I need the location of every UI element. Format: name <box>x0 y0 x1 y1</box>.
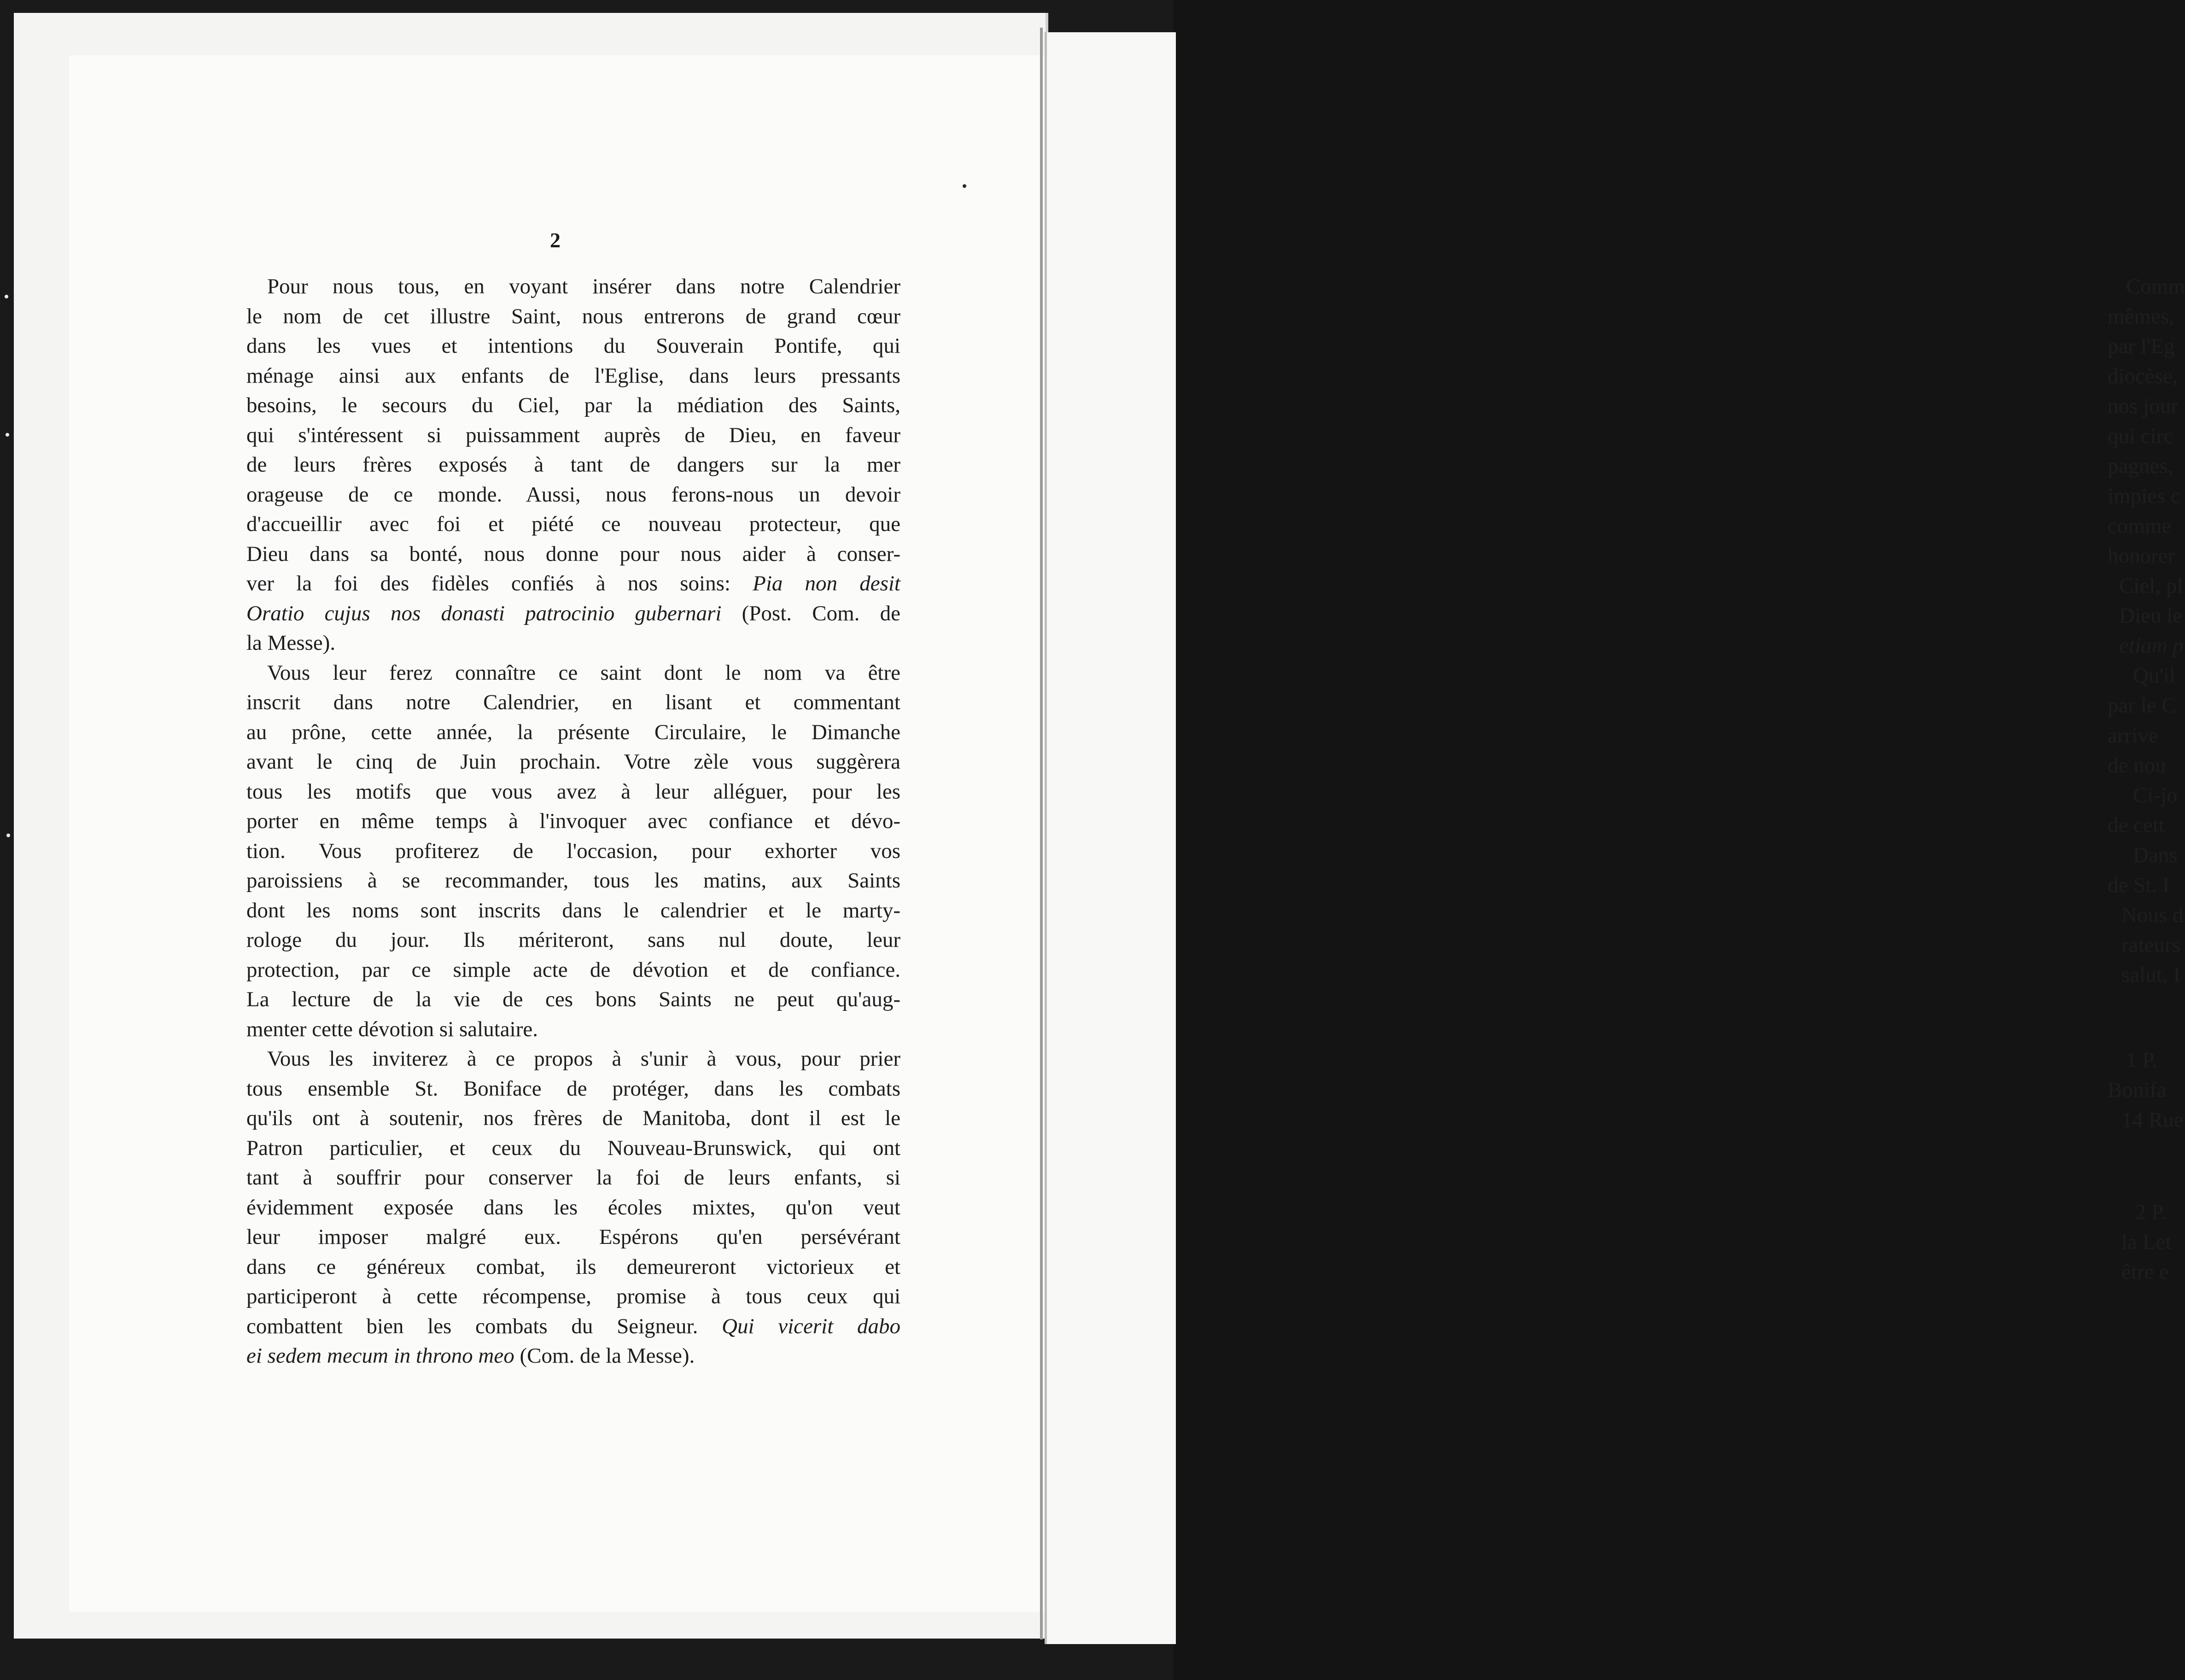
line-text: qu'ils ont à soutenir, nos frères de Manitoba, dont il est le <box>246 1106 900 1130</box>
line-text: La lecture de la vie de ces bons Saints ne peut qu'aug- <box>246 987 900 1011</box>
text-line <box>246 1193 900 1223</box>
line-text: (Post. Com. de <box>721 601 900 625</box>
line-text: protection, par ce simple acte de dévotion et de confiance. <box>246 957 900 982</box>
right-page-fragment: Dieu le <box>2119 604 2183 628</box>
line-text: tous les motifs que vous avez à leur alléguer, pour les <box>246 779 900 804</box>
right-page-fragment: comme <box>2108 514 2172 538</box>
right-page-fragment: de cett <box>2108 813 2165 837</box>
line-text: (Com. de la Messe). <box>514 1344 695 1368</box>
right-page-fragment: diocèse, <box>2108 364 2178 388</box>
line-text: la Messe). <box>246 631 336 655</box>
right-page-fragment: impies c <box>2108 484 2180 508</box>
right-page-fragment: 1 P. <box>2126 1048 2157 1072</box>
right-page-fragment: être e <box>2121 1260 2169 1284</box>
right-page-fragment: par l'Eg <box>2108 334 2175 358</box>
right-page-fragment: arrive <box>2108 723 2158 747</box>
right-page-fragment: de nou <box>2108 753 2166 777</box>
line-text: rologe du jour. Ils mériteront, sans nul doute, leur <box>246 928 900 952</box>
line-text: Vous les inviterez à ce propos à s'unir à vous, pour prier <box>267 1047 900 1071</box>
right-page-fragment: Ciel, pl <box>2119 574 2183 598</box>
text-line <box>246 1044 900 1074</box>
line-text: tion. Vous profiterez de l'occasion, pour exhorter vos <box>246 839 900 863</box>
right-page-fragment: 2 P. <box>2135 1200 2167 1224</box>
text-line <box>246 569 900 599</box>
line-text: Vous leur ferez connaître ce saint dont le nom va être <box>267 660 900 685</box>
line-text: porter en même temps à l'invoquer avec confiance et dévo- <box>246 809 900 833</box>
text-line <box>246 747 900 777</box>
text-line <box>246 777 900 807</box>
right-page-fragment: 14 Rue <box>2121 1108 2184 1132</box>
text-line <box>246 1103 900 1133</box>
right-page-fragment: Qu'il <box>2133 664 2176 688</box>
line-text: au prône, cette année, la présente Circulaire, le Dimanche <box>246 720 900 744</box>
right-page-fragment: Ci-jo <box>2133 783 2178 807</box>
text-line <box>246 658 900 688</box>
text-line <box>246 866 900 896</box>
right-page-fragment: Dans <box>2133 843 2178 867</box>
line-text: ver la foi des fidèles confiés à nos soins: <box>246 572 753 595</box>
text-line <box>246 925 900 955</box>
text-line <box>246 420 900 450</box>
text-line <box>246 806 900 836</box>
text-line <box>246 599 900 629</box>
line-text: leur imposer malgré eux. Espérons qu'en persévérant <box>246 1225 900 1249</box>
text-line <box>246 955 900 985</box>
text-line <box>246 1133 900 1163</box>
text-line <box>246 509 900 539</box>
right-page-fragment: de St. I <box>2108 873 2170 897</box>
right-page-fragment: qui circ <box>2108 424 2173 448</box>
line-text: tous ensemble St. Boniface de protéger, dans les combats <box>246 1076 900 1101</box>
line-text: inscrit dans notre Calendrier, en lisant et commentant <box>246 690 900 714</box>
text-line <box>246 1282 900 1312</box>
text-line <box>246 1015 900 1044</box>
text-line <box>246 1163 900 1193</box>
right-page-fragment: Bonifa <box>2108 1078 2167 1102</box>
text-line <box>246 1074 900 1104</box>
speck <box>963 184 966 188</box>
text-line <box>246 1222 900 1252</box>
text-line <box>246 836 900 866</box>
line-text: menter cette dévotion si salutaire. <box>246 1017 538 1041</box>
line-text: dont les noms sont inscrits dans le calendrier et le marty- <box>246 898 900 922</box>
text-line <box>246 391 900 420</box>
right-page-fragment: rateurs <box>2121 933 2180 957</box>
italic-text: ei sedem mecum in throno meo <box>246 1344 514 1368</box>
text-line <box>246 628 900 658</box>
line-text: dans ce généreux combat, ils demeureront victorieux et <box>246 1254 900 1279</box>
text-line <box>246 480 900 510</box>
speck <box>6 433 9 437</box>
right-page-fragment: pagnes, <box>2108 454 2173 478</box>
page-number: 2 <box>550 228 561 252</box>
body-text <box>246 272 900 1371</box>
speck <box>6 834 10 837</box>
line-text: qui s'intéressent si puissamment auprès de Dieu, en faveur <box>246 423 900 447</box>
text-line <box>246 272 900 302</box>
line-text: ménage ainsi aux enfants de l'Eglise, dans leurs pressants <box>246 363 900 388</box>
text-line <box>246 985 900 1015</box>
line-text: de leurs frères exposés à tant de dangers sur la mer <box>246 453 900 477</box>
right-page-fragment: Nous d <box>2121 903 2184 927</box>
right-page-fragment: etiam p <box>2119 634 2184 658</box>
right-page-fragment: la Let <box>2121 1230 2172 1254</box>
text-line <box>246 1312 900 1342</box>
page-fold <box>1040 28 1043 1639</box>
line-text: paroissiens à se recommander, tous les matins, aux Saints <box>246 869 900 892</box>
line-text: dans les vues et intentions du Souverain Pontife, qui <box>246 334 900 358</box>
right-page <box>1045 32 2185 1644</box>
line-text: combattent bien les combats du Seigneur. <box>246 1314 722 1338</box>
text-line <box>246 718 900 747</box>
line-text: participeront à cette récompense, promise à tous ceux qui <box>246 1284 900 1308</box>
line-text: le nom de cet illustre Saint, nous entrerons de grand cœur <box>246 304 900 328</box>
italic-text: Pia non desit <box>753 572 900 595</box>
line-text: Dieu dans sa bonté, nous donne pour nous aider à conser- <box>246 542 900 566</box>
line-text: évidemment exposée dans les écoles mixtes, qu'on veut <box>246 1195 900 1219</box>
text-line <box>246 331 900 361</box>
right-page-fragment: par le C <box>2108 694 2176 718</box>
right-page-fragment: honorer <box>2108 544 2175 568</box>
text-line <box>246 896 900 926</box>
right-page-fragment: nos jour <box>2108 394 2178 418</box>
text-line <box>246 688 900 718</box>
italic-text: Oratio cujus nos donasti patrocinio gubernari <box>246 601 722 625</box>
text-line <box>246 1341 900 1371</box>
text-line <box>246 302 900 332</box>
text-line <box>246 361 900 391</box>
line-text: avant le cinq de Juin prochain. Votre zèle vous suggèrera <box>246 750 900 774</box>
line-text: Patron particulier, et ceux du Nouveau-Brunswick, qui ont <box>246 1136 900 1160</box>
text-line <box>246 539 900 569</box>
line-text: orageuse de ce monde. Aussi, nous ferons-nous un devoir <box>246 482 900 507</box>
line-text: d'accueillir avec foi et piété ce nouveau protecteur, que <box>246 512 900 536</box>
line-text: tant à souffrir pour conserver la foi de leurs enfants, si <box>246 1166 900 1190</box>
line-text: Pour nous tous, en voyant insérer dans notre Calendrier <box>267 274 900 298</box>
speck <box>5 295 8 298</box>
line-text: besoins, le secours du Ciel, par la médiation des Saints, <box>246 393 900 417</box>
text-line <box>246 1252 900 1282</box>
right-page-fragment: Comm <box>2126 274 2185 298</box>
right-page-fragment: mêmes, <box>2108 304 2174 328</box>
text-line <box>246 450 900 480</box>
italic-text: Qui vicerit dabo <box>722 1314 900 1338</box>
right-page-fragment: salut, I <box>2121 963 2180 987</box>
